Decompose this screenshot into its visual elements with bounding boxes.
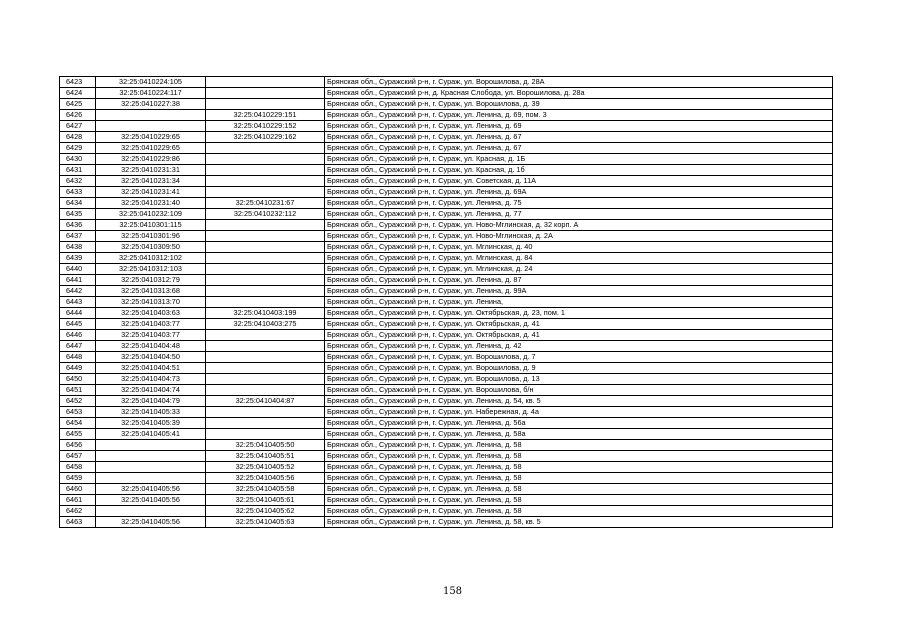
- cadastral-number-cell: 32:25:0410229:65: [96, 143, 206, 154]
- table-row: [60, 132, 833, 143]
- table-row: [60, 88, 833, 99]
- row-number-cell: 6457: [60, 451, 96, 462]
- address-cell: Брянская обл., Суражский р-н, г. Сураж, ул. Октябрьская, д. 23, пом. 1: [325, 308, 833, 319]
- row-number-cell: 6452: [60, 396, 96, 407]
- table-row: [60, 363, 833, 374]
- row-number-cell: 6429: [60, 143, 96, 154]
- address-cell: Брянская обл., Суражский р-н, г. Сураж, ул. Ленина, д. 56а: [325, 418, 833, 429]
- row-number-cell: 6433: [60, 187, 96, 198]
- cadastral-number-cell: 32:25:0410231:31: [96, 165, 206, 176]
- cadastral-number-cell: 32:25:0410404:79: [96, 396, 206, 407]
- row-number-cell: 6456: [60, 440, 96, 451]
- cadastral-number-cell: 32:25:0410404:48: [96, 341, 206, 352]
- related-cadastral-number-cell: 32:25:0410403:275: [206, 319, 325, 330]
- address-cell: Брянская обл., Суражский р-н, д. Красная Слобода, ул. Ворошилова, д. 28а: [325, 88, 833, 99]
- cadastral-number-cell: 32:25:0410403:77: [96, 319, 206, 330]
- related-cadastral-number-cell: [206, 264, 325, 275]
- related-cadastral-number-cell: [206, 231, 325, 242]
- cadastral-number-cell: 32:25:0410405:56: [96, 495, 206, 506]
- table-row: [60, 418, 833, 429]
- cadastral-number-cell: 32:25:0410312:102: [96, 253, 206, 264]
- related-cadastral-number-cell: 32:25:0410403:199: [206, 308, 325, 319]
- address-cell: Брянская обл., Суражский р-н, г. Сураж, ул. Ленина, д. 87: [325, 275, 833, 286]
- cadastral-number-cell: 32:25:0410224:105: [96, 77, 206, 88]
- table-row: [60, 319, 833, 330]
- table-row: [60, 396, 833, 407]
- table-row: [60, 341, 833, 352]
- row-number-cell: 6424: [60, 88, 96, 99]
- address-cell: Брянская обл., Суражский р-н, г. Сураж, ул. Ленина, д. 58, кв. 5: [325, 517, 833, 528]
- table-row: [60, 407, 833, 418]
- table-row: [60, 121, 833, 132]
- cadastral-number-cell: 32:25:0410231:41: [96, 187, 206, 198]
- address-cell: Брянская обл., Суражский р-н, г. Сураж, ул. Ворошилова, д. 13: [325, 374, 833, 385]
- table-row: [60, 143, 833, 154]
- table-row: [60, 308, 833, 319]
- cadastral-number-cell: 32:25:0410231:40: [96, 198, 206, 209]
- address-cell: Брянская обл., Суражский р-н, г. Сураж, ул. Ленина, д. 58: [325, 440, 833, 451]
- cadastral-number-cell: 32:25:0410405:41: [96, 429, 206, 440]
- table-row: [60, 451, 833, 462]
- row-number-cell: 6447: [60, 341, 96, 352]
- row-number-cell: 6450: [60, 374, 96, 385]
- related-cadastral-number-cell: [206, 77, 325, 88]
- table-row: [60, 385, 833, 396]
- cadastral-number-cell: [96, 121, 206, 132]
- related-cadastral-number-cell: [206, 176, 325, 187]
- row-number-cell: 6440: [60, 264, 96, 275]
- cadastral-number-cell: 32:25:0410405:56: [96, 484, 206, 495]
- table-row: [60, 462, 833, 473]
- related-cadastral-number-cell: [206, 363, 325, 374]
- address-cell: Брянская обл., Суражский р-н, г. Сураж, ул. Советская, д. 11А: [325, 176, 833, 187]
- row-number-cell: 6439: [60, 253, 96, 264]
- table-row: [60, 165, 833, 176]
- cadastral-number-cell: [96, 462, 206, 473]
- row-number-cell: 6444: [60, 308, 96, 319]
- address-cell: Брянская обл., Суражский р-н, г. Сураж, ул. Ворошилова, д. 7: [325, 352, 833, 363]
- cadastral-number-cell: 32:25:0410405:33: [96, 407, 206, 418]
- related-cadastral-number-cell: 32:25:0410404:87: [206, 396, 325, 407]
- cadastral-number-cell: 32:25:0410229:86: [96, 154, 206, 165]
- address-cell: Брянская обл., Суражский р-н, г. Сураж, ул. Набережная, д. 4а: [325, 407, 833, 418]
- table-row: [60, 154, 833, 165]
- cadastral-number-cell: 32:25:0410404:51: [96, 363, 206, 374]
- address-cell: Брянская обл., Суражский р-н, г. Сураж, ул. Ленина, д. 58: [325, 506, 833, 517]
- cadastral-number-cell: 32:25:0410231:34: [96, 176, 206, 187]
- row-number-cell: 6428: [60, 132, 96, 143]
- address-cell: Брянская обл., Суражский р-н, г. Сураж, ул. Ленина, д. 58: [325, 484, 833, 495]
- related-cadastral-number-cell: [206, 330, 325, 341]
- cadastral-number-cell: 32:25:0410404:73: [96, 374, 206, 385]
- cadastral-number-cell: 32:25:0410229:65: [96, 132, 206, 143]
- related-cadastral-number-cell: 32:25:0410405:62: [206, 506, 325, 517]
- row-number-cell: 6436: [60, 220, 96, 231]
- row-number-cell: 6438: [60, 242, 96, 253]
- related-cadastral-number-cell: [206, 385, 325, 396]
- cadastral-number-cell: 32:25:0410404:74: [96, 385, 206, 396]
- table-row: [60, 517, 833, 528]
- related-cadastral-number-cell: [206, 341, 325, 352]
- page-number: 158: [442, 586, 463, 597]
- row-number-cell: 6462: [60, 506, 96, 517]
- row-number-cell: 6434: [60, 198, 96, 209]
- cadastral-number-cell: 32:25:0410227:38: [96, 99, 206, 110]
- address-cell: Брянская обл., Суражский р-н, г. Сураж, ул. Красная, д. 1б: [325, 165, 833, 176]
- row-number-cell: 6427: [60, 121, 96, 132]
- table-row: [60, 473, 833, 484]
- related-cadastral-number-cell: 32:25:0410405:58: [206, 484, 325, 495]
- row-number-cell: 6448: [60, 352, 96, 363]
- address-cell: Брянская обл., Суражский р-н, г. Сураж, ул. Ленина, д. 58: [325, 473, 833, 484]
- address-cell: Брянская обл., Суражский р-н, г. Сураж, ул. Ленина, д. 58: [325, 495, 833, 506]
- table-row: [60, 242, 833, 253]
- row-number-cell: 6458: [60, 462, 96, 473]
- related-cadastral-number-cell: 32:25:0410229:162: [206, 132, 325, 143]
- table-row: [60, 495, 833, 506]
- row-number-cell: 6460: [60, 484, 96, 495]
- row-number-cell: 6449: [60, 363, 96, 374]
- related-cadastral-number-cell: [206, 352, 325, 363]
- row-number-cell: 6443: [60, 297, 96, 308]
- row-number-cell: 6431: [60, 165, 96, 176]
- table-row: [60, 275, 833, 286]
- related-cadastral-number-cell: [206, 154, 325, 165]
- address-cell: Брянская обл., Суражский р-н, г. Сураж, ул. Ворошилова, д. 28А: [325, 77, 833, 88]
- address-cell: Брянская обл., Суражский р-н, г. Сураж, ул. Ленина, д. 58: [325, 462, 833, 473]
- table-row: [60, 374, 833, 385]
- related-cadastral-number-cell: [206, 88, 325, 99]
- row-number-cell: 6446: [60, 330, 96, 341]
- related-cadastral-number-cell: [206, 165, 325, 176]
- cadastral-number-cell: 32:25:0410405:39: [96, 418, 206, 429]
- related-cadastral-number-cell: [206, 242, 325, 253]
- related-cadastral-number-cell: [206, 429, 325, 440]
- related-cadastral-number-cell: [206, 286, 325, 297]
- address-cell: Брянская обл., Суражский р-н, г. Сураж, ул. Октябрьская, д. 41: [325, 319, 833, 330]
- cadastral-number-cell: 32:25:0410312:103: [96, 264, 206, 275]
- address-cell: Брянская обл., Суражский р-н, г. Сураж, ул. Красная, д. 1Б: [325, 154, 833, 165]
- related-cadastral-number-cell: 32:25:0410405:51: [206, 451, 325, 462]
- address-cell: Брянская обл., Суражский р-н, г. Сураж, ул. Мглинская, д. 24: [325, 264, 833, 275]
- cadastral-number-cell: [96, 110, 206, 121]
- table-row: [60, 352, 833, 363]
- row-number-cell: 6425: [60, 99, 96, 110]
- related-cadastral-number-cell: 32:25:0410232:112: [206, 209, 325, 220]
- address-cell: Брянская обл., Суражский р-н, г. Сураж, ул. Ленина, д. 99А: [325, 286, 833, 297]
- table-row: [60, 253, 833, 264]
- table-row: [60, 176, 833, 187]
- table-row: [60, 187, 833, 198]
- related-cadastral-number-cell: 32:25:0410231:67: [206, 198, 325, 209]
- row-number-cell: 6455: [60, 429, 96, 440]
- address-cell: Брянская обл., Суражский р-н, г. Сураж, ул. Ленина, д. 69: [325, 121, 833, 132]
- row-number-cell: 6437: [60, 231, 96, 242]
- table-row: [60, 429, 833, 440]
- cadastral-number-cell: 32:25:0410312:79: [96, 275, 206, 286]
- table-row: [60, 286, 833, 297]
- table-row: [60, 440, 833, 451]
- address-cell: Брянская обл., Суражский р-н, г. Сураж, ул. Ворошилова, д. 39: [325, 99, 833, 110]
- row-number-cell: 6435: [60, 209, 96, 220]
- address-cell: Брянская обл., Суражский р-н, г. Сураж, ул. Ленина, д. 67: [325, 143, 833, 154]
- address-cell: Брянская обл., Суражский р-н, г. Сураж, ул. Ново-Мглинская, д. 32 корп. А: [325, 220, 833, 231]
- table-row: [60, 77, 833, 88]
- table-row: [60, 506, 833, 517]
- table-row: [60, 110, 833, 121]
- cadastral-number-cell: 32:25:0410224:117: [96, 88, 206, 99]
- table-row: [60, 209, 833, 220]
- cadastral-number-cell: [96, 473, 206, 484]
- address-cell: Брянская обл., Суражский р-н, г. Сураж, ул. Ленина, д. 77: [325, 209, 833, 220]
- related-cadastral-number-cell: [206, 374, 325, 385]
- related-cadastral-number-cell: 32:25:0410405:52: [206, 462, 325, 473]
- related-cadastral-number-cell: [206, 187, 325, 198]
- related-cadastral-number-cell: [206, 418, 325, 429]
- address-cell: Брянская обл., Суражский р-н, г. Сураж, ул. Ворошилова, д. 9: [325, 363, 833, 374]
- related-cadastral-number-cell: 32:25:0410405:56: [206, 473, 325, 484]
- related-cadastral-number-cell: [206, 297, 325, 308]
- table-row: [60, 330, 833, 341]
- row-number-cell: 6426: [60, 110, 96, 121]
- address-cell: Брянская обл., Суражский р-н, г. Сураж, ул. Ленина, д. 67: [325, 132, 833, 143]
- row-number-cell: 6459: [60, 473, 96, 484]
- cadastral-number-cell: 32:25:0410301:115: [96, 220, 206, 231]
- table-row: [60, 231, 833, 242]
- address-cell: Брянская обл., Суражский р-н, г. Сураж, ул. Ленина, д. 58а: [325, 429, 833, 440]
- address-cell: Брянская обл., Суражский р-н, г. Сураж, ул. Ленина, д. 75: [325, 198, 833, 209]
- address-cell: Брянская обл., Суражский р-н, г. Сураж, ул. Мглинская, д. 84: [325, 253, 833, 264]
- related-cadastral-number-cell: [206, 143, 325, 154]
- cadastral-number-cell: 32:25:0410301:96: [96, 231, 206, 242]
- related-cadastral-number-cell: 32:25:0410229:152: [206, 121, 325, 132]
- row-number-cell: 6423: [60, 77, 96, 88]
- cadastral-number-cell: 32:25:0410313:70: [96, 297, 206, 308]
- table-row: [60, 198, 833, 209]
- address-cell: Брянская обл., Суражский р-н, г. Сураж, ул. Ленина, д. 54, кв. 5: [325, 396, 833, 407]
- row-number-cell: 6454: [60, 418, 96, 429]
- related-cadastral-number-cell: 32:25:0410405:50: [206, 440, 325, 451]
- related-cadastral-number-cell: [206, 407, 325, 418]
- row-number-cell: 6441: [60, 275, 96, 286]
- cadastral-number-cell: 32:25:0410405:56: [96, 517, 206, 528]
- address-cell: Брянская обл., Суражский р-н, г. Сураж, ул. Ленина,: [325, 297, 833, 308]
- related-cadastral-number-cell: [206, 275, 325, 286]
- related-cadastral-number-cell: 32:25:0410405:63: [206, 517, 325, 528]
- table-row: [60, 484, 833, 495]
- cadastral-number-cell: [96, 451, 206, 462]
- address-cell: Брянская обл., Суражский р-н, г. Сураж, ул. Октябрьская, д. 41: [325, 330, 833, 341]
- table-row: [60, 99, 833, 110]
- table-row: [60, 264, 833, 275]
- row-number-cell: 6445: [60, 319, 96, 330]
- address-cell: Брянская обл., Суражский р-н, г. Сураж, ул. Ленина, д. 69, пом. 3: [325, 110, 833, 121]
- related-cadastral-number-cell: 32:25:0410405:61: [206, 495, 325, 506]
- address-cell: Брянская обл., Суражский р-н, г. Сураж, ул. Ново-Мглинская, д. 2А: [325, 231, 833, 242]
- row-number-cell: 6432: [60, 176, 96, 187]
- cadastral-number-cell: 32:25:0410403:77: [96, 330, 206, 341]
- cadastral-number-cell: 32:25:0410309:50: [96, 242, 206, 253]
- address-cell: Брянская обл., Суражский р-н, г. Сураж, ул. Ленина, д. 58: [325, 451, 833, 462]
- row-number-cell: 6442: [60, 286, 96, 297]
- table-row: [60, 297, 833, 308]
- address-cell: Брянская обл., Суражский р-н, г. Сураж, ул. Ленина, д. 69А: [325, 187, 833, 198]
- address-cell: Брянская обл., Суражский р-н, г. Сураж, ул. Ленина, д. 42: [325, 341, 833, 352]
- cadastral-number-cell: [96, 440, 206, 451]
- row-number-cell: 6461: [60, 495, 96, 506]
- address-cell: Брянская обл., Суражский р-н, г. Сураж, ул. Мглинская, д. 40: [325, 242, 833, 253]
- address-cell: Брянская обл., Суражский р-н, г. Сураж, ул. Ворошилова, б/н: [325, 385, 833, 396]
- related-cadastral-number-cell: [206, 99, 325, 110]
- row-number-cell: 6430: [60, 154, 96, 165]
- property-register-table: [59, 76, 833, 528]
- cadastral-number-cell: 32:25:0410404:50: [96, 352, 206, 363]
- related-cadastral-number-cell: [206, 253, 325, 264]
- cadastral-number-cell: [96, 506, 206, 517]
- table-body: [60, 77, 833, 528]
- related-cadastral-number-cell: [206, 220, 325, 231]
- row-number-cell: 6453: [60, 407, 96, 418]
- related-cadastral-number-cell: 32:25:0410229:151: [206, 110, 325, 121]
- table-row: [60, 220, 833, 231]
- row-number-cell: 6463: [60, 517, 96, 528]
- row-number-cell: 6451: [60, 385, 96, 396]
- cadastral-number-cell: 32:25:0410313:68: [96, 286, 206, 297]
- cadastral-number-cell: 32:25:0410232:109: [96, 209, 206, 220]
- cadastral-number-cell: 32:25:0410403:63: [96, 308, 206, 319]
